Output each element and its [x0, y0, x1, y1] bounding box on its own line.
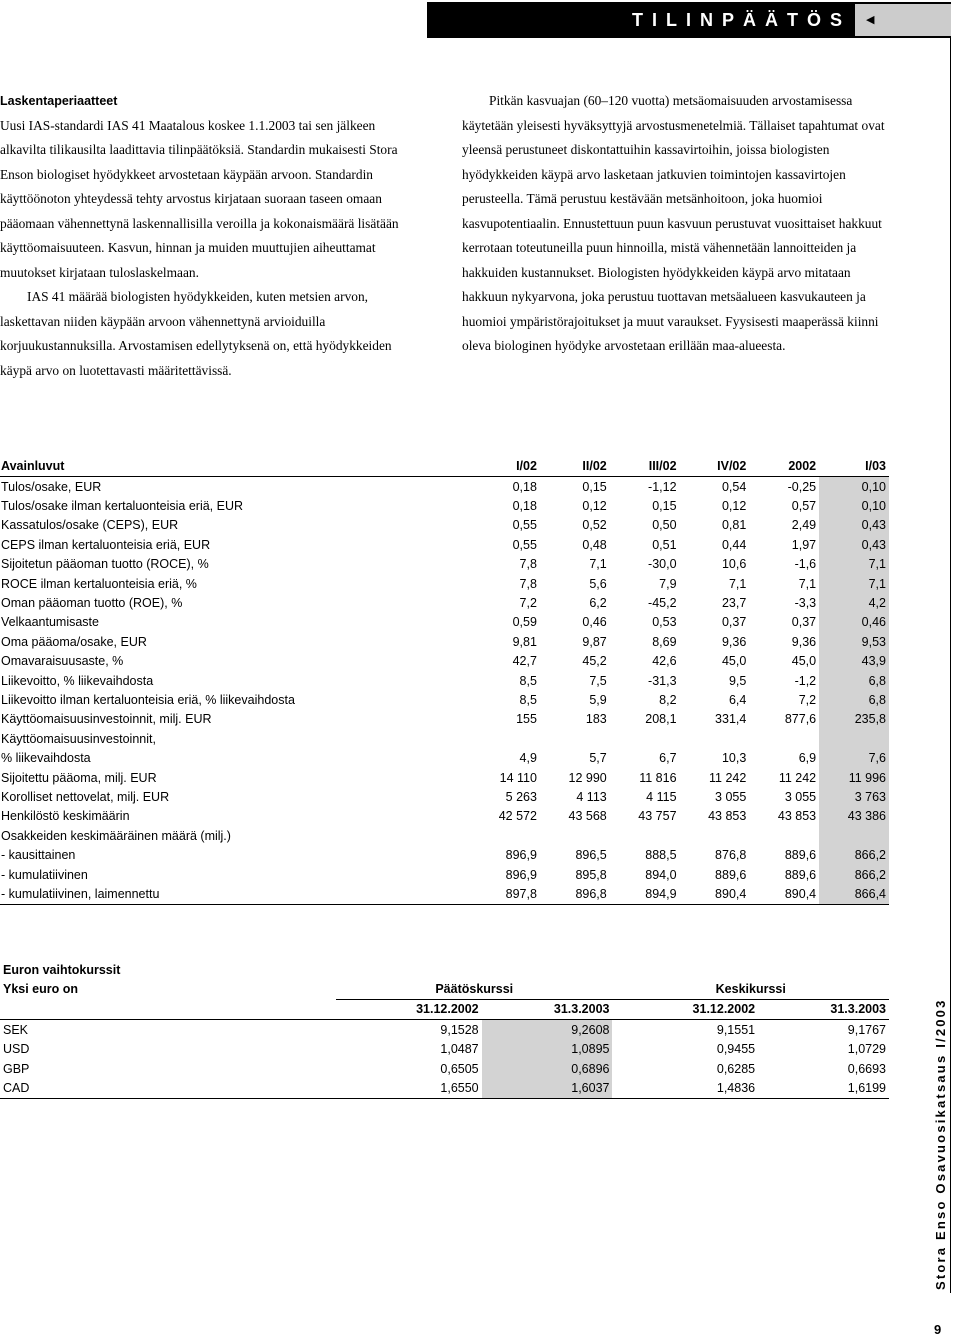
table-cell: [470, 729, 540, 748]
table-cell: 0,15: [582, 479, 607, 494]
table-cell: [680, 729, 750, 748]
table-cell: [470, 826, 540, 845]
table-cell: [610, 729, 680, 748]
table-cell: 0,6896: [482, 1059, 613, 1078]
table-cell: 11 242: [778, 770, 817, 785]
table-cell: [819, 729, 889, 748]
table-cell: -1,2: [794, 673, 817, 688]
table-cell: 9,1551: [716, 1022, 756, 1037]
table-cell: 42,6: [652, 654, 677, 669]
table-cell: 0,15: [652, 499, 677, 514]
table-cell: 0,10: [819, 496, 889, 515]
table-cell: 0,43: [819, 516, 889, 535]
table-cell: 155: [516, 712, 537, 727]
table-cell: 43 386: [819, 807, 889, 826]
table-cell: 894,0: [645, 867, 677, 882]
table-cell: 6,2: [589, 596, 607, 611]
table-cell: [540, 729, 610, 748]
table-cell: 7,1: [589, 557, 607, 572]
table-cell: 2,49: [791, 518, 817, 533]
table-cell: 9,5: [728, 673, 747, 688]
table-cell: 4 115: [646, 789, 677, 804]
row-label: Tulos/osake ilman kertaluonteisia eriä, EUR: [1, 499, 244, 514]
table-cell: 0,53: [652, 615, 677, 630]
table-cell: 877,6: [784, 712, 817, 727]
table-row: [0, 535, 889, 554]
table-cell: 0,44: [721, 537, 747, 552]
table-cell: 9,1767: [847, 1022, 886, 1037]
table-cell: 896,5: [575, 848, 607, 863]
row-label: Oman pääoman tuotto (ROE), %: [1, 596, 183, 611]
table-cell: 8,5: [519, 692, 537, 707]
table-header-row: [0, 456, 889, 477]
table-cell: 183: [585, 712, 607, 727]
table-cell: 9,81: [512, 634, 537, 649]
table-cell: -1,6: [794, 557, 817, 572]
table-row: [0, 748, 889, 767]
row-label: Kassatulos/osake (CEPS), EUR: [1, 518, 179, 533]
section-header-bar: [427, 2, 951, 38]
row-label: Liikevoitto ilman kertaluonteisia eriä, % liikevaihdosta: [1, 692, 295, 707]
table-row: [0, 884, 889, 904]
table-cell: 4,2: [819, 593, 889, 612]
row-label: Sijoitetun pääoman tuotto (ROCE), %: [1, 557, 209, 572]
section-title: TILINPÄÄTÖS: [632, 10, 851, 30]
table-row: [0, 787, 889, 806]
paragraph: Uusi IAS-standardi IAS 41 Maatalous koskee 1.1.2003 tai sen jälkeen alkavilta tilikausilta laadittavia tilinpäätöksiä. Standardin mukaisesti Stora Enson biologiset hyödykkeet arvostetaan käypään arvoon. Standardin käyttöönoton yhteydessä tehty arvostus kirjataan suoraan taseen omaan pääomaan vähennettynä laskennallisilla veroilla ja kokonaismäärä lisätään käyttöomaisuuteen. Kasvun, hinnan ja muiden muuttujien aiheuttamat muutokset kirjataan tuloslaskelmaan.: [0, 117, 399, 280]
table-cell: 6,8: [819, 690, 889, 709]
currency-code: SEK: [3, 1022, 29, 1037]
row-label: Omavaraisuusaste, %: [1, 654, 124, 669]
table-cell: 895,8: [575, 867, 607, 882]
table-cell: 0,6505: [440, 1061, 479, 1076]
table-cell: 0,51: [652, 537, 677, 552]
table-row: [0, 632, 889, 651]
table-cell: [680, 826, 750, 845]
column-header: 31.12.2002: [336, 999, 482, 1019]
table-cell: 43 757: [638, 809, 677, 824]
table-row: [0, 477, 889, 497]
right-text-column: [462, 89, 892, 359]
table-cell: 43 568: [568, 809, 607, 824]
table-cell: 11 242: [709, 770, 747, 785]
row-label: Käyttöomaisuusinvestoinnit,: [1, 731, 156, 746]
table-cell: 7,1: [728, 576, 747, 591]
table-cell: 7,9: [659, 576, 677, 591]
table-cell: 889,6: [784, 867, 817, 882]
table-cell: 1,0487: [440, 1042, 479, 1057]
table-cell: 0,6693: [847, 1061, 886, 1076]
table-cell: 331,4: [715, 712, 747, 727]
table-title-row: [0, 960, 889, 979]
table-cell: 45,2: [582, 654, 607, 669]
row-label: ROCE ilman kertaluonteisia eriä, %: [1, 576, 197, 591]
table-cell: 0,18: [512, 479, 537, 494]
table-row: [0, 574, 889, 593]
table-cell: [819, 826, 889, 845]
table-row: [0, 826, 889, 845]
table-cell: 5,6: [589, 576, 607, 591]
row-label: - kausittainen: [1, 848, 76, 863]
table-row: [0, 768, 889, 787]
row-label: Henkilöstö keskimäärin: [1, 809, 130, 824]
table-cell: 1,6037: [482, 1078, 613, 1098]
table-cell: 7,6: [819, 748, 889, 767]
table-cell: 6,9: [798, 751, 817, 766]
table-cell: 0,37: [791, 615, 817, 630]
column-header: 31.3.2003: [758, 999, 889, 1019]
table-cell: 9,2608: [482, 1020, 613, 1040]
table-row: [0, 1020, 889, 1040]
table-cell: 896,9: [505, 867, 537, 882]
table-cell: 0,48: [582, 537, 607, 552]
table-row: [0, 516, 889, 535]
currency-code: USD: [3, 1042, 30, 1057]
table-cell: 9,36: [721, 634, 747, 649]
table-cell: 23,7: [721, 596, 747, 611]
table-cell: [749, 826, 819, 845]
paragraph: Pitkän kasvuajan (60–120 vuotta) metsäomaisuuden arvostamisessa käytetään yleisesti hyväksyttyjä arvostusmenetelmiä. Tällaiset tapahtumat ovat yleensä perustuneet diskontattuihin kassavirtoihin, joissa biologisten hyödykkeiden käypä arvo lasketaan jatkuvien toimintojen kassavirtojen perusteella. Tämä perustuu kestävään metsänhoitoon, joka huomioi kasvupotentiaalin. Ennustettuun puun kasvuun perustuvat vuosittaiset hakkuut kerrotaan toteutuneilla puun hinnoilla, mistä vähennetään lannoitteiden ja hakkuiden kustannukset. Biologisten hyödykkeiden käypä arvo mitataan hakkuun nykyarvona, joka perustuu tuottavan metsäalueen kasvukauteen ja huomioi ympäristörajoitukset ja muut varaukset. Fyysisesti maaperässä kiinni oleva biologinen hyödyke arvostetaan erillään maa-alueesta.: [462, 93, 885, 353]
table-cell: 1,0895: [482, 1040, 613, 1059]
column-header: IV/02: [680, 456, 750, 477]
table-cell: -3,3: [794, 596, 817, 611]
row-label: Tulos/osake, EUR: [1, 479, 102, 494]
table-cell: 1,6199: [758, 1078, 889, 1098]
table-cell: 0,18: [512, 499, 537, 514]
table-cell: 4,9: [519, 751, 537, 766]
table-cell: 1,97: [791, 537, 817, 552]
table-cell: 0,10: [819, 477, 889, 497]
group-header: Keskikurssi: [612, 979, 889, 999]
table-row: [0, 1040, 889, 1059]
table-cell: 866,4: [819, 884, 889, 904]
table-subtitle: Yksi euro on: [3, 982, 79, 997]
table-cell: 890,4: [680, 884, 750, 904]
table-cell: -31,3: [648, 673, 677, 688]
currency-code: CAD: [0, 1078, 336, 1098]
table-cell: 3 763: [819, 787, 889, 806]
table-row: [0, 690, 889, 709]
table-cell: 208,1: [645, 712, 677, 727]
table-cell: 43,9: [819, 652, 889, 671]
table-cell: 5 263: [505, 789, 537, 804]
table-cell: 0,9455: [716, 1042, 756, 1057]
exchange-rates-table: [0, 960, 889, 1099]
table-cell: 10,3: [721, 751, 747, 766]
section-heading: Laskentaperiaatteet: [0, 94, 118, 108]
table-cell: 7,8: [519, 557, 537, 572]
table-cell: 1,4836: [612, 1078, 758, 1098]
row-label: Osakkeiden keskimääräinen määrä (milj.): [1, 828, 231, 843]
table-cell: [610, 826, 680, 845]
table-cell: 8,5: [519, 673, 537, 688]
table-cell: 5,9: [589, 692, 607, 707]
table-row: [0, 1059, 889, 1078]
table-cell: 7,1: [819, 574, 889, 593]
table-cell: 9,1528: [440, 1022, 479, 1037]
arrow-left-icon: ◀: [855, 4, 951, 36]
table-cell: 890,4: [749, 884, 819, 904]
table-cell: 7,8: [519, 576, 537, 591]
table-cell: 7,2: [519, 596, 537, 611]
table-cell: 7,5: [589, 673, 607, 688]
table-cell: 3 055: [715, 789, 747, 804]
table-row: [0, 807, 889, 826]
table-cell: 0,55: [512, 518, 537, 533]
table-cell: 7,1: [798, 576, 817, 591]
table-cell: [749, 729, 819, 748]
table-cell: 0,55: [512, 537, 537, 552]
table-row: [0, 845, 889, 864]
table-cell: 42,7: [512, 654, 537, 669]
table-cell: 0,6285: [716, 1061, 756, 1076]
table-row: [0, 496, 889, 515]
table-cell: 894,9: [610, 884, 680, 904]
table-cell: 0,12: [721, 499, 747, 514]
table-cell: 7,1: [819, 555, 889, 574]
column-header: III/02: [610, 456, 680, 477]
table-row: [0, 593, 889, 612]
table-cell: 12 990: [568, 770, 607, 785]
table-cell: 0,54: [721, 479, 747, 494]
currency-code: GBP: [3, 1061, 30, 1076]
table-row: [0, 652, 889, 671]
table-cell: 6,4: [728, 692, 747, 707]
row-label: CEPS ilman kertaluonteisia eriä, EUR: [1, 537, 211, 552]
table-row: [0, 613, 889, 632]
table-cell: 14 110: [499, 770, 537, 785]
table-header-row: [0, 999, 889, 1019]
table-cell: 10,6: [721, 557, 747, 572]
table-cell: 1,6550: [336, 1078, 482, 1098]
table-cell: -30,0: [648, 557, 677, 572]
table-cell: 896,9: [505, 848, 537, 863]
row-label: % liikevaihdosta: [1, 751, 91, 766]
column-header: 31.12.2002: [612, 999, 758, 1019]
table-cell: 0,50: [652, 518, 677, 533]
row-label: - kumulatiivinen, laimennettu: [0, 884, 470, 904]
table-cell: 888,5: [645, 848, 677, 863]
table-cell: 0,43: [819, 535, 889, 554]
table-cell: 0,46: [582, 615, 607, 630]
table-row: [0, 729, 889, 748]
column-header: I/02: [470, 456, 540, 477]
table-row: [0, 710, 889, 729]
table-cell: 0,12: [582, 499, 607, 514]
table-group-row: [0, 979, 889, 999]
table-cell: 3 055: [784, 789, 817, 804]
table-cell: 9,36: [791, 634, 817, 649]
side-label: Stora Enso Osavuosikatsaus I/2003: [933, 998, 948, 1290]
table-cell: [540, 826, 610, 845]
table-cell: 889,6: [715, 867, 747, 882]
table-cell: -1,12: [648, 479, 677, 494]
table-cell: 11 996: [819, 768, 889, 787]
column-header: Avainluvut: [0, 456, 470, 477]
column-header: 2002: [749, 456, 819, 477]
table-cell: 6,7: [659, 751, 677, 766]
column-header: 31.3.2003: [482, 999, 613, 1019]
table-cell: 0,46: [819, 613, 889, 632]
table-cell: 43 853: [777, 809, 817, 824]
row-label: Korolliset nettovelat, milj. EUR: [1, 789, 170, 804]
table-cell: 0,37: [721, 615, 747, 630]
table-cell: 866,2: [819, 865, 889, 884]
table-cell: 8,2: [659, 692, 677, 707]
table-title: Euron vaihtokurssit: [3, 962, 121, 977]
table-cell: 0,52: [582, 518, 607, 533]
table-cell: 0,59: [512, 615, 537, 630]
table-cell: -0,25: [787, 479, 817, 494]
table-row: [0, 555, 889, 574]
table-cell: 5,7: [589, 751, 607, 766]
table-cell: 6,8: [819, 671, 889, 690]
table-cell: 45,0: [791, 654, 817, 669]
table-cell: 866,2: [819, 845, 889, 864]
column-header: II/02: [540, 456, 610, 477]
table-cell: 7,2: [798, 692, 817, 707]
table-cell: 9,87: [582, 634, 607, 649]
table-cell: 0,81: [721, 518, 747, 533]
row-label: Liikevoitto, % liikevaihdosta: [1, 673, 154, 688]
row-label: Velkaantumisaste: [1, 615, 99, 630]
row-label: - kumulatiivinen: [1, 867, 88, 882]
table-cell: 11 816: [639, 770, 677, 785]
table-cell: 8,69: [652, 634, 677, 649]
table-cell: 0,57: [791, 499, 817, 514]
left-text-column: [0, 89, 424, 383]
table-cell: 45,0: [721, 654, 747, 669]
table-row: [0, 671, 889, 690]
page-number: 9: [934, 1322, 942, 1337]
table-cell: 897,8: [470, 884, 540, 904]
row-label: Käyttöomaisuusinvestoinnit, milj. EUR: [1, 712, 212, 727]
table-cell: 896,8: [540, 884, 610, 904]
table-cell: -45,2: [648, 596, 677, 611]
table-cell: 235,8: [819, 710, 889, 729]
row-label: Sijoitettu pääoma, milj. EUR: [1, 770, 157, 785]
table-row: [0, 1078, 889, 1098]
table-cell: 43 853: [708, 809, 747, 824]
group-header: Päätöskurssi: [336, 979, 612, 999]
table-cell: 876,8: [715, 848, 747, 863]
table-cell: 9,53: [819, 632, 889, 651]
key-figures-table: [0, 456, 889, 905]
row-label: Oma pääoma/osake, EUR: [1, 634, 147, 649]
table-cell: 4 113: [576, 789, 607, 804]
column-header: I/03: [819, 456, 889, 477]
table-cell: 1,0729: [847, 1042, 886, 1057]
paragraph: IAS 41 määrää biologisten hyödykkeiden, kuten metsien arvon, laskettavan niiden käypään arvoon vähennettynä arvioiduilla korjuukustannuksilla. Arvostamisen edellytyksenä on, että hyödykkeiden käypä arvo on luotettavasti määritettävissä.: [0, 289, 392, 378]
table-cell: 42 572: [498, 809, 537, 824]
table-cell: 889,6: [784, 848, 817, 863]
table-row: [0, 865, 889, 884]
